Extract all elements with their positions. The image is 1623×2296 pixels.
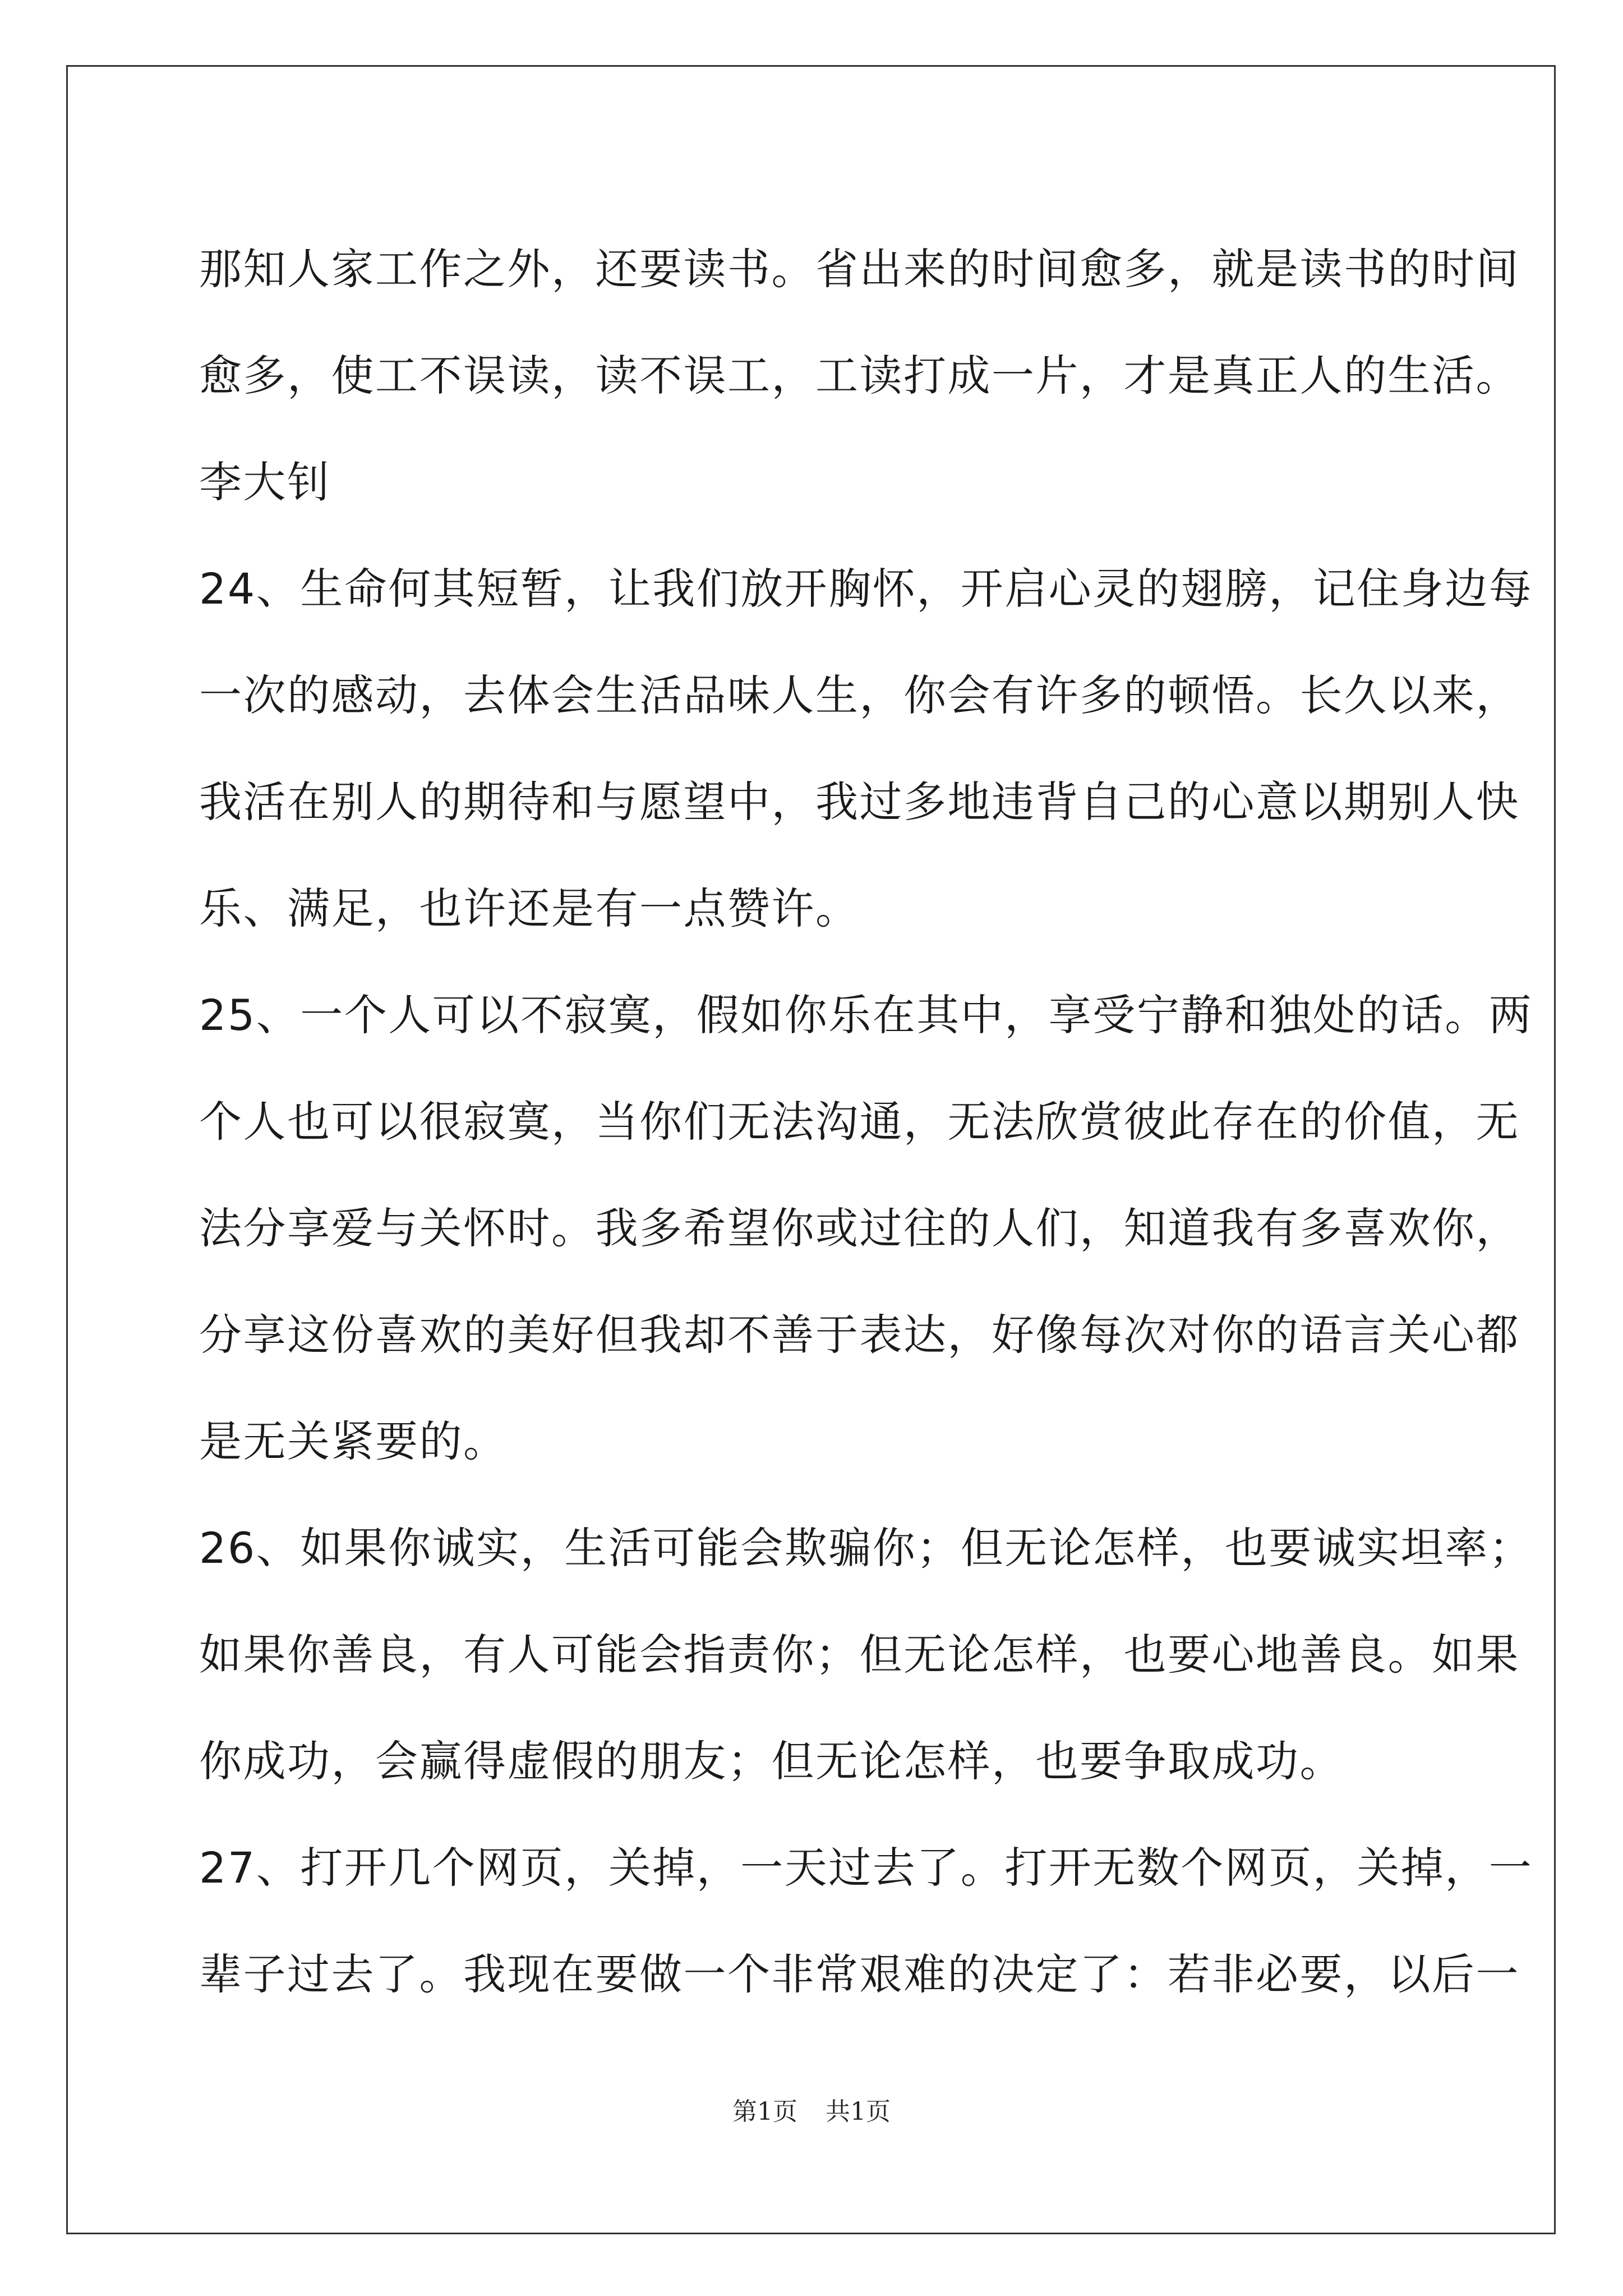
page-number: 第1页 xyxy=(732,2097,797,2126)
page-footer xyxy=(0,2095,1623,2129)
page-total: 共1页 xyxy=(826,2097,891,2126)
text-line: 如果你善良，有人可能会指责你；但无论怎样，也要心地善良。如果 xyxy=(199,1630,1520,1680)
text-line: 法分享爱与关怀时。我多希望你或过往的人们，知道我有多喜欢你， xyxy=(199,1203,1520,1253)
text-line: 24、生命何其短暂，让我们放开胸怀，开启心灵的翅膀，记住身边每 xyxy=(199,564,1533,614)
text-line: 分享这份喜欢的美好但我却不善于表达，好像每次对你的语言关心都 xyxy=(199,1310,1520,1360)
text-line: 27、打开几个网页，关掉，一天过去了。打开无数个网页，关掉，一 xyxy=(199,1843,1533,1893)
text-line: 辈子过去了。我现在要做一个非常艰难的决定了：若非必要，以后一 xyxy=(199,1949,1520,1999)
text-line: 乐、满足，也许还是有一点赞许。 xyxy=(199,884,860,933)
text-line: 那知人家工作之外，还要读书。省出来的时间愈多，就是读书的时间 xyxy=(199,244,1520,294)
text-line: 李大钊 xyxy=(199,457,331,507)
text-line: 25、一个人可以不寂寞，假如你乐在其中，享受宁静和独处的话。两 xyxy=(199,990,1533,1040)
text-line: 我活在别人的期待和与愿望中，我过多地违背自己的心意以期别人快 xyxy=(199,777,1520,827)
text-line: 你成功，会赢得虚假的朋友；但无论怎样，也要争取成功。 xyxy=(199,1736,1344,1786)
text-line: 个人也可以很寂寞，当你们无法沟通，无法欣赏彼此存在的价值，无 xyxy=(199,1097,1520,1147)
text-line: 愈多，使工不误读，读不误工，工读打成一片，才是真正人的生活。 xyxy=(199,351,1520,401)
text-line: 26、如果你诚实，生活可能会欺骗你；但无论怎样，也要诚实坦率； xyxy=(199,1523,1533,1573)
text-line: 一次的感动，去体会生活品味人生，你会有许多的顿悟。长久以来， xyxy=(199,670,1520,720)
text-line: 是无关紧要的。 xyxy=(199,1416,508,1466)
document-body xyxy=(199,216,1533,2028)
